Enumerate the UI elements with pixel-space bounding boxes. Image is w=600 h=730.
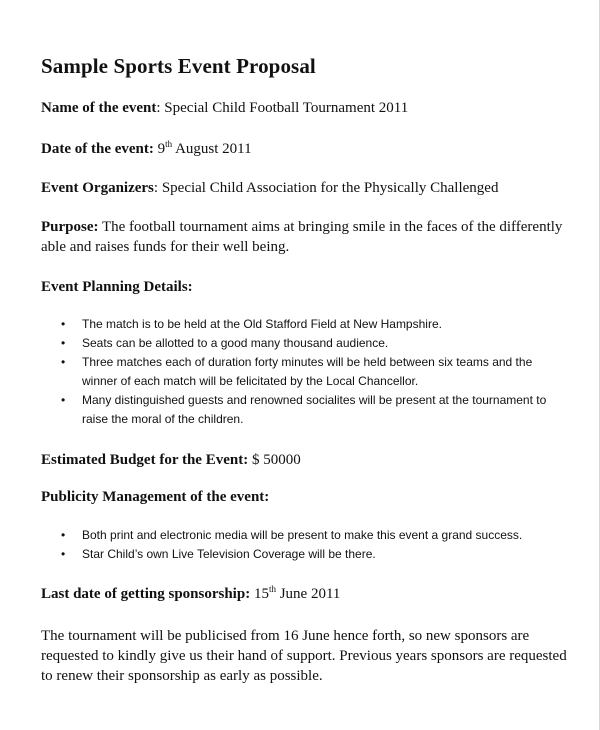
purpose-label: Purpose: — [41, 219, 99, 235]
bullet-icon: • — [61, 317, 66, 331]
list-item — [0, 545, 562, 564]
purpose-paragraph — [41, 217, 566, 257]
planning-list — [0, 315, 600, 429]
budget-line — [41, 450, 301, 470]
budget-value: $ 50000 — [248, 452, 301, 468]
event-organizers-label: Event Organizers — [41, 180, 154, 196]
sponsorship-day: 15 — [250, 586, 269, 602]
list-item — [0, 353, 562, 391]
event-date-suffix: th — [165, 139, 173, 149]
sponsorship-rest: June 2011 — [275, 586, 341, 602]
document-title: Sample Sports Event Proposal — [41, 54, 316, 78]
bullet-icon: • — [61, 528, 66, 542]
publicity-item-text: Star Child’s own Live Television Coverage will be there. — [82, 547, 376, 561]
sponsorship-suffix: th — [268, 584, 276, 594]
event-date-day: 9 — [153, 141, 166, 157]
list-item — [0, 315, 562, 334]
publicity-item-text: Both print and electronic media will be present to make this event a grand success. — [82, 528, 523, 542]
purpose-value: The football tournament aims at bringing smile in the faces of the differently able and raises funds for their well being. — [41, 219, 563, 255]
publicity-list — [0, 526, 600, 564]
list-item — [0, 334, 562, 353]
event-date-label: Date of the event: — [41, 141, 154, 157]
event-name-label: Name of the event — [41, 100, 157, 116]
planning-heading: Event Planning Details: — [41, 279, 193, 295]
budget-label: Estimated Budget for the Event: — [41, 452, 249, 468]
event-date-line — [41, 139, 252, 159]
closing-paragraph: The tournament will be publicised from 16 June hence forth, so new sponsors are requested to kindly give us their hand of support. Previous years sponsors are requested to renew their sponsorship as early as possible. — [41, 628, 567, 684]
planning-item-text: Three matches each of duration forty minutes will be held between six teams and the winner of each match will be felicitated by the Local Chancellor. — [82, 355, 533, 388]
event-name-value: : Special Child Football Tournament 2011 — [156, 100, 409, 116]
event-date-rest: August 2011 — [172, 141, 252, 157]
sponsorship-label: Last date of getting sponsorship: — [41, 586, 251, 602]
list-item — [0, 391, 562, 429]
list-item — [0, 526, 562, 545]
bullet-icon: • — [61, 393, 66, 407]
planning-item-text: The match is to be held at the Old Stafford Field at New Hampshire. — [82, 317, 442, 331]
planning-item-text: Seats can be allotted to a good many thousand audience. — [82, 336, 389, 350]
event-organizers-line — [41, 178, 498, 198]
publicity-heading: Publicity Management of the event: — [41, 489, 270, 505]
sponsorship-line — [41, 584, 340, 604]
bullet-icon: • — [61, 336, 66, 350]
planning-item-text: Many distinguished guests and renowned socialites will be present at the tournament to raise the moral of the children. — [82, 393, 547, 426]
event-organizers-value: : Special Child Association for the Physically Challenged — [153, 180, 499, 196]
bullet-icon: • — [61, 355, 66, 369]
event-name-line — [41, 98, 408, 118]
bullet-icon: • — [61, 547, 66, 561]
